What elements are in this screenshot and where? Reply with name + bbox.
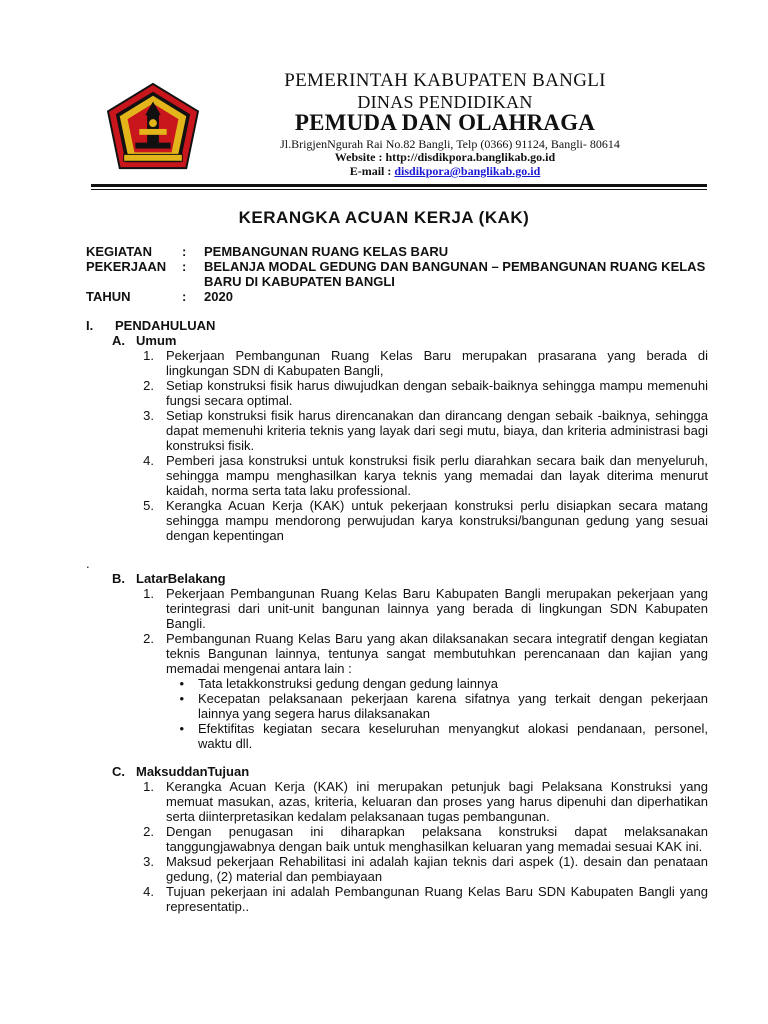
item-text: Setiap konstruksi fisik harus direncanakan dan dirancang dengan sebaik -baiknya, sehingga dapat memenuhi kriteria teknis yang layak dari segi mutu, biaya, dan kriteria administrasi bagi konstruksi fisik. <box>166 408 708 453</box>
item-text: Pekerjaan Pembangunan Ruang Kelas Baru merupakan prasarana yang berada di lingkungan SDN di Kabupaten Bangli, <box>166 348 708 378</box>
item-text: Tujuan pekerjaan ini adalah Pembangunan Ruang Kelas Baru SDN Kabupaten Bangli yang representatip.. <box>166 884 708 914</box>
meta-colon: : <box>182 259 187 274</box>
item-number: 4. <box>143 884 154 899</box>
item-text: Setiap konstruksi fisik harus diwujudkan dengan sebaik-baiknya sehingga mampu memenuhi fungsi secara optimal. <box>166 378 708 408</box>
list-item <box>86 631 708 676</box>
meta-key: KEGIATAN <box>86 244 152 259</box>
item-text: Pemberi jasa konstruksi untuk konstruksi fisik perlu diarahkan secara baik dan menyeluruh, sehingga mampu menghasilkan karya teknis yang memadai dan layak diterima menurut kaidah, norma serta tata laku professional. <box>166 453 708 498</box>
item-number: 2. <box>143 378 154 393</box>
subsection-heading-c <box>86 764 708 779</box>
agency-name: DINAS PENDIDIKAN <box>357 92 533 112</box>
item-text: Maksud pekerjaan Rehabilitasi ini adalah kajian teknis dari aspek (1). desain dan penataan gedung, (2) material dan pembiayaan <box>166 854 708 884</box>
item-number: 2. <box>143 824 154 839</box>
agency-subname: PEMUDA DAN OLAHRAGA <box>294 110 596 135</box>
list-latar-belakang <box>86 586 708 676</box>
subsection-letter: B. <box>112 571 125 586</box>
section-heading <box>86 318 708 333</box>
government-name: PEMERINTAH KABUPATEN BANGLI <box>284 70 606 91</box>
list-item <box>86 498 708 543</box>
bullet-text: Efektifitas kegiatan secara keseluruhan menyangkut alokasi pendanaan, personel, waktu dll. <box>198 721 708 751</box>
document-body <box>86 318 708 914</box>
meta-colon: : <box>182 244 187 259</box>
item-number: 1. <box>143 586 154 601</box>
list-item <box>86 854 708 884</box>
list-item <box>86 779 708 824</box>
subsection-heading-b <box>86 571 708 586</box>
meta-row-kegiatan <box>86 244 726 259</box>
item-number: 1. <box>143 348 154 363</box>
item-number: 3. <box>143 854 154 869</box>
meta-colon: : <box>182 289 187 304</box>
bullet-item <box>86 691 708 721</box>
meta-value: PEMBANGUNAN RUANG KELAS BARU <box>204 244 449 259</box>
item-text: Kerangka Acuan Kerja (KAK) untuk pekerjaan konstruksi perlu disiapkan secara matang sehingga mampu mendorong perwujudan karya konstruksi/bangunan gedung yang sesuai dengan kepentingan <box>166 498 708 543</box>
item-text: Dengan penugasan ini diharapkan pelaksana konstruksi dapat melaksanakan tanggungjawabnya dengan baik untuk menghasilkan keluaran yang memadai sesuai KAK ini. <box>166 824 708 854</box>
agency-website: Website : http://disdikpora.banglikab.go.id <box>334 150 556 164</box>
bullet-dot-icon: • <box>179 676 184 691</box>
agency-email-line <box>240 164 650 179</box>
list-item <box>86 408 708 453</box>
meta-row-pekerjaan <box>86 259 726 289</box>
section-title: PENDAHULUAN <box>115 318 216 333</box>
document-title: KERANGKA ACUAN KERJA (KAK) <box>238 208 530 227</box>
list-item <box>86 824 708 854</box>
item-number: 2. <box>143 631 154 646</box>
meta-value: BELANJA MODAL GEDUNG DAN BANGUNAN – PEMBANGUNAN RUANG KELAS BARU DI KABUPATEN BANGLI <box>204 259 706 289</box>
stray-dot: . <box>86 556 90 571</box>
bullet-dot-icon: • <box>179 721 184 736</box>
list-item <box>86 348 708 378</box>
meta-value: 2020 <box>204 289 233 304</box>
subsection-title: LatarBelakang <box>136 571 226 586</box>
bullet-list <box>86 676 708 751</box>
list-item <box>86 586 708 631</box>
letterhead <box>0 0 768 190</box>
meta-key: TAHUN <box>86 289 131 304</box>
email-link[interactable]: disdikpora@banglikab.go.id <box>394 164 541 178</box>
item-number: 4. <box>143 453 154 468</box>
bullet-dot-icon: • <box>179 691 184 706</box>
spacer <box>86 751 708 764</box>
item-text: Pekerjaan Pembangunan Ruang Kelas Baru Kabupaten Bangli merupakan pekerjaan yang terintegrasi dari unit-unit bangunan lainnya yang berada di lingkungan SDN Kabupaten Bangli. <box>166 586 708 631</box>
bullet-item <box>86 721 708 751</box>
agency-address: Jl.BrigjenNgurah Rai No.82 Bangli, Telp (0366) 91124, Bangli- 80614 <box>280 137 620 151</box>
bullet-item <box>86 676 708 691</box>
list-item <box>86 884 708 914</box>
item-text: Kerangka Acuan Kerja (KAK) ini merupakan petunjuk bagi Pelaksana Konstruksi yang memuat masukan, azas, kriteria, keluaran dan proses yang harus dipenuhi dan diperhatikan serta diinterpretasikan kedalam pelaksanaan tugas pembangunan. <box>166 779 708 824</box>
subsection-heading-a <box>86 333 708 348</box>
subsection-letter: C. <box>112 764 125 779</box>
item-text: Pembangunan Ruang Kelas Baru yang akan dilaksanakan secara integratif dengan kegiatan teknis Bangunan lainnya, tentunya sangat membutuhkan perencanaan dan kajian yang memadai mengenai antara lain : <box>166 631 708 676</box>
bullet-text: Kecepatan pelaksanaan pekerjaan karena sifatnya yang terkait dengan pekerjaan lainnya yang segera harus dilaksanakan <box>198 691 708 721</box>
document-meta <box>86 244 726 304</box>
item-number: 3. <box>143 408 154 423</box>
header-rule-thick <box>91 184 707 187</box>
header-rule-thin <box>91 189 707 190</box>
item-number: 5. <box>143 498 154 513</box>
subsection-letter: A. <box>112 333 125 348</box>
email-label: E-mail : <box>349 164 395 178</box>
item-number: 1. <box>143 779 154 794</box>
meta-key: PEKERJAAN <box>86 259 167 274</box>
list-item <box>86 378 708 408</box>
subsection-title: Umum <box>136 333 177 348</box>
list-maksud-tujuan <box>86 779 708 914</box>
meta-row-tahun <box>86 289 726 304</box>
bullet-text: Tata letakkonstruksi gedung dengan gedung lainnya <box>198 676 498 691</box>
list-umum <box>86 348 708 543</box>
section-number: I. <box>86 318 94 333</box>
spacer <box>86 543 708 556</box>
bangli-regency-emblem-icon <box>104 82 202 172</box>
list-item <box>86 453 708 498</box>
subsection-title: MaksuddanTujuan <box>136 764 250 779</box>
